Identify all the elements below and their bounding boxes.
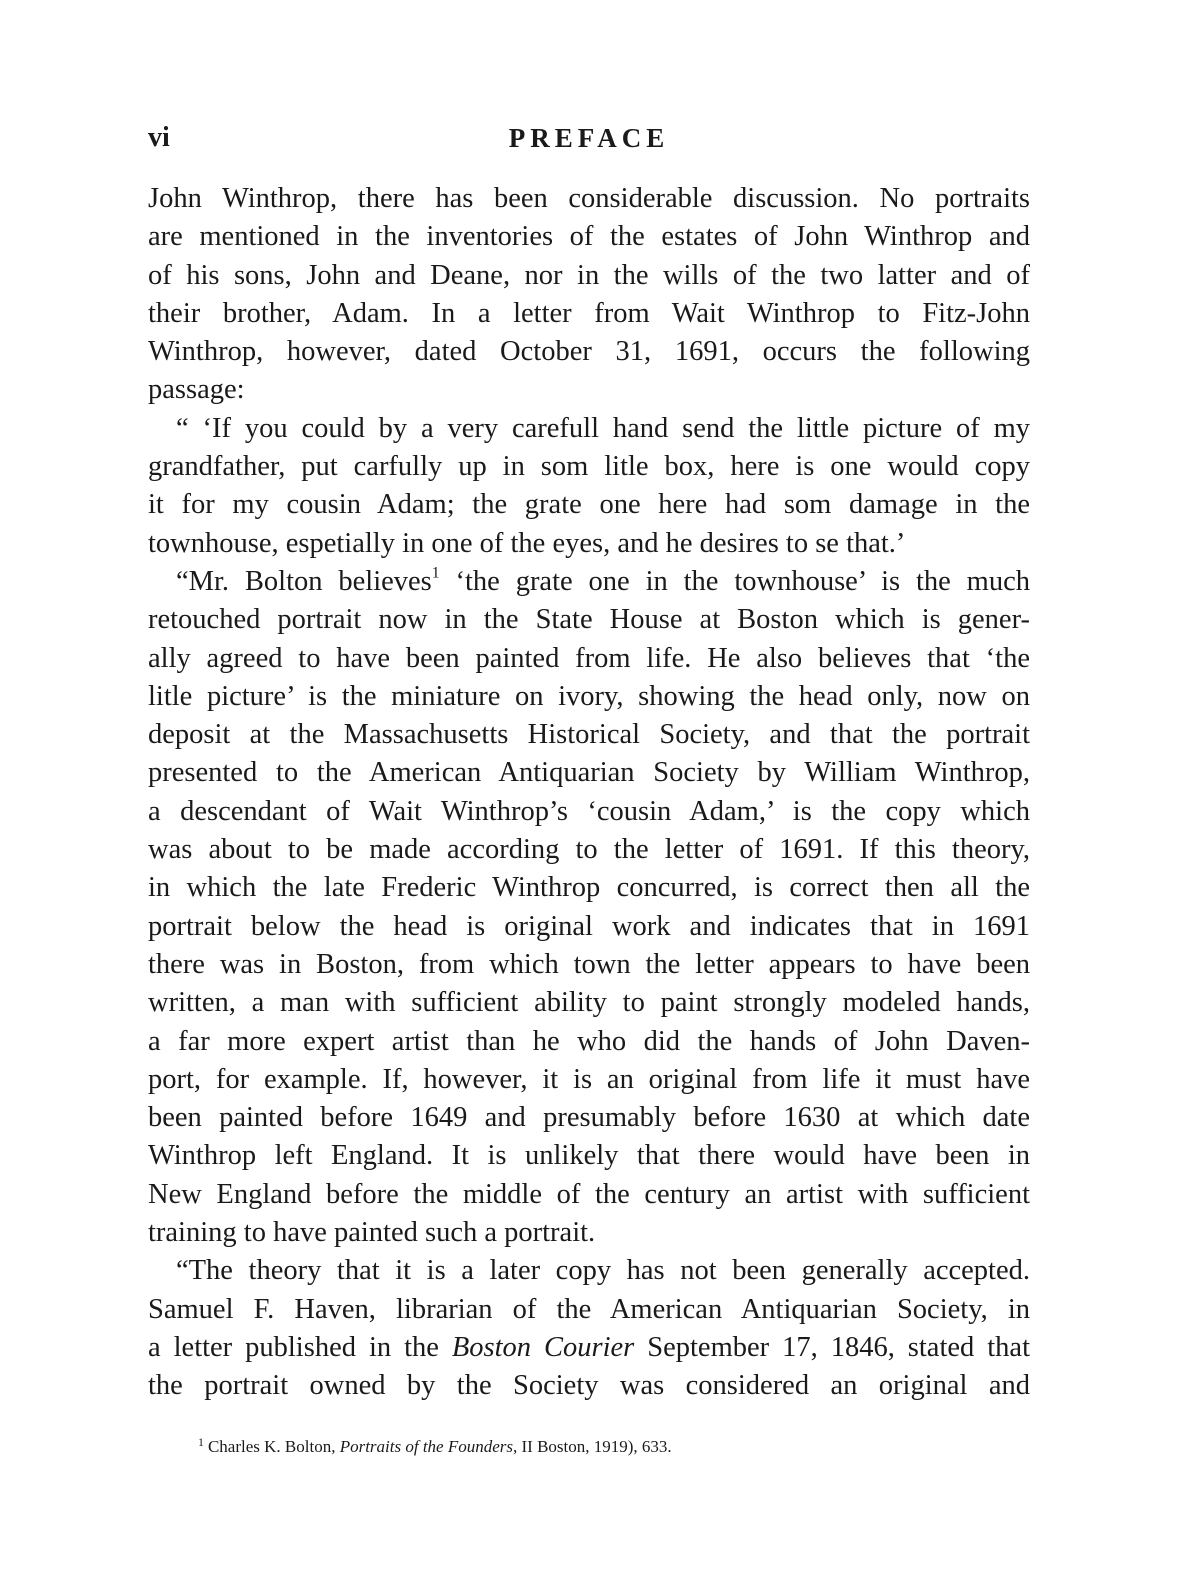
text-line: port, for example. If, however, it is an original from life it must have: [148, 1063, 1030, 1095]
text-line: grandfather, put carfully up in som litle box, here is one would copy: [148, 451, 1030, 483]
text-line: there was in Boston, from which town the letter appears to have been: [148, 948, 1030, 980]
text-line: Winthrop, however, dated October 31, 1691, occurs the following: [148, 336, 1030, 368]
page-number: vi: [148, 122, 170, 153]
text-line: training to have painted such a portrait.: [148, 1217, 596, 1249]
text-line: their brother, Adam. In a letter from Wait Winthrop to Fitz-John: [148, 297, 1030, 329]
text-segment: September 17, 1846, stated that: [634, 1331, 1030, 1363]
text-line: portrait below the head is original work and indicates that in 1691: [148, 910, 1030, 942]
footnote-marker: 1: [198, 1435, 204, 1449]
newspaper-title: Boston Courier: [451, 1331, 635, 1363]
text-line: retouched portrait now in the State House at Boston which is gener-: [148, 604, 1030, 636]
running-title: PREFACE: [508, 123, 670, 153]
text-line: presented to the American Antiquarian Society by William Winthrop,: [148, 757, 1030, 789]
text-line: Winthrop left England. It is unlikely that there would have been in: [148, 1140, 1030, 1172]
text-line: been painted before 1649 and presumably before 1630 at which date: [148, 1102, 1030, 1134]
text-line: “The theory that it is a later copy has not been generally accepted.: [176, 1255, 1030, 1287]
text-line: in which the late Frederic Winthrop concurred, is correct then all the: [148, 872, 1030, 904]
text-line: was about to be made according to the letter of 1691. If this theory,: [148, 834, 1030, 866]
text-line: of his sons, John and Deane, nor in the wills of the two latter and of: [148, 259, 1030, 291]
text-line: deposit at the Massachusetts Historical Society, and that the portrait: [148, 719, 1030, 751]
footnote-citation: , II Boston, 1919), 633.: [513, 1436, 672, 1456]
text-line: a descendant of Wait Winthrop’s ‘cousin Adam,’ is the copy which: [148, 795, 1030, 827]
text-line: “ ‘If you could by a very carefull hand send the little picture of my: [176, 412, 1030, 444]
text-segment: a letter published in the: [148, 1331, 452, 1363]
text-line: litle picture’ is the miniature on ivory, showing the head only, now on: [148, 680, 1030, 712]
text-line: townhouse, espetially in one of the eyes, and he desires to se that.’: [148, 527, 906, 559]
footnote-book-title: Portraits of the Founders: [339, 1436, 514, 1456]
body-text: [148, 180, 1030, 1406]
footnote-author: Charles K. Bolton,: [207, 1436, 340, 1456]
footnote: [198, 1428, 978, 1461]
text-line: New England before the middle of the century an artist with sufficient: [148, 1178, 1030, 1210]
text-line: are mentioned in the inventories of the estates of John Winthrop and: [148, 221, 1030, 253]
text-segment: “Mr. Bolton believes: [176, 565, 432, 597]
running-head: [148, 118, 1030, 158]
text-line: John Winthrop, there has been considerable discussion. No portraits: [148, 183, 1030, 214]
text-line: the portrait owned by the Society was considered an original and: [148, 1370, 1030, 1402]
text-line: passage:: [148, 374, 245, 406]
text-line: Samuel F. Haven, librarian of the American Antiquarian Society, in: [148, 1293, 1030, 1325]
text-line: written, a man with sufficient ability to paint strongly modeled hands,: [148, 987, 1030, 1019]
text-line: [148, 1329, 1030, 1367]
text-line: ally agreed to have been painted from life. He also believes that ‘the: [148, 642, 1030, 674]
document-page: [148, 0, 1030, 1588]
text-line: [148, 563, 1030, 601]
footnote-reference: 1: [431, 564, 440, 582]
text-segment: ‘the grate one in the townhouse’ is the much: [439, 565, 1030, 597]
text-line: a far more expert artist than he who did the hands of John Daven-: [148, 1025, 1030, 1057]
text-line: it for my cousin Adam; the grate one here had som damage in the: [148, 489, 1030, 521]
